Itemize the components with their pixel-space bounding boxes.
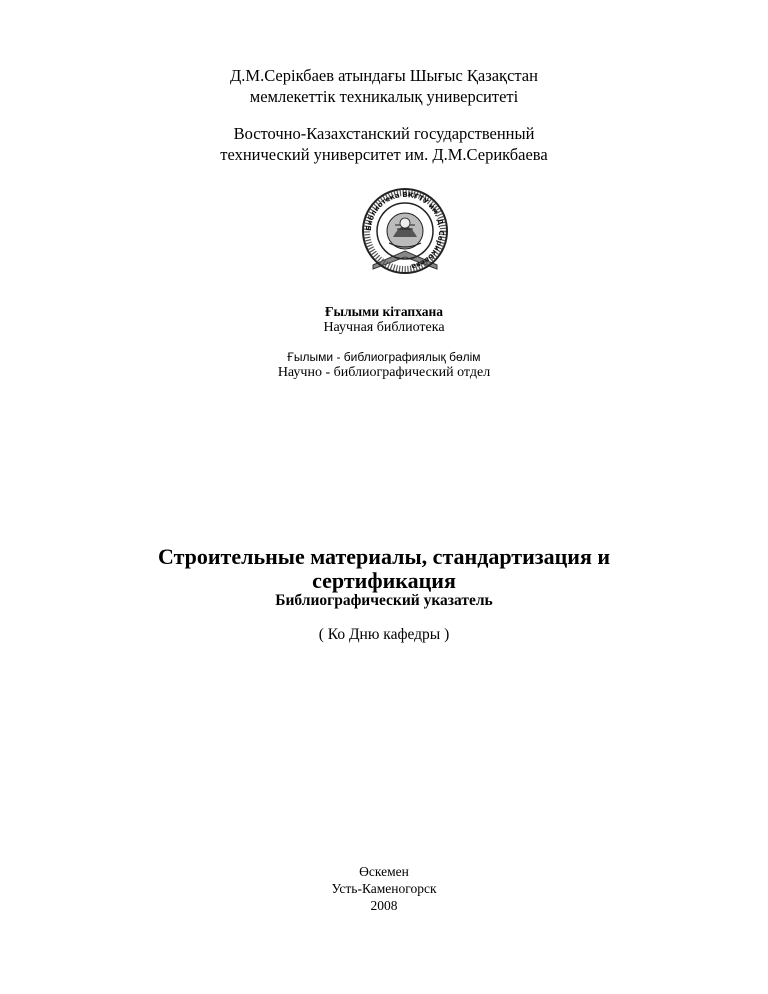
library-seal-icon [353, 185, 457, 277]
department-name-kz: Ғылыми - библиографиялық бөлім [287, 350, 481, 364]
university-name-kz-line1: Д.М.Серікбаев атындағы Шығыс Қазақстан [230, 66, 538, 85]
publication-year: 2008 [370, 898, 398, 913]
library-name-kz: Ғылыми кітапхана [324, 304, 444, 319]
city-ru: Усть-Каменогорск [331, 881, 437, 896]
university-name-ru-line1: Восточно-Казахстанский государственный [233, 124, 535, 143]
seal-ring-text: Библиотека ВКГТУ им. Д. Серикбаева [364, 190, 446, 271]
document-title-line2: сертификация [312, 568, 456, 593]
occasion-note: ( Ко Дню кафедры ) [318, 626, 450, 643]
document-subtitle: Библиографический указатель [275, 592, 493, 609]
university-name-kz-line2: мемлекеттік техникалық университеті [249, 87, 519, 106]
document-title-line1: Строительные материалы, стандартизация и [157, 544, 611, 569]
university-name-ru-line2: технический университет им. Д.М.Серикбаева [220, 145, 548, 164]
library-name-ru: Научная библиотека [323, 320, 445, 335]
department-name-ru: Научно - библиографический отдел [277, 365, 491, 380]
city-kz: Өскемен [359, 864, 409, 879]
